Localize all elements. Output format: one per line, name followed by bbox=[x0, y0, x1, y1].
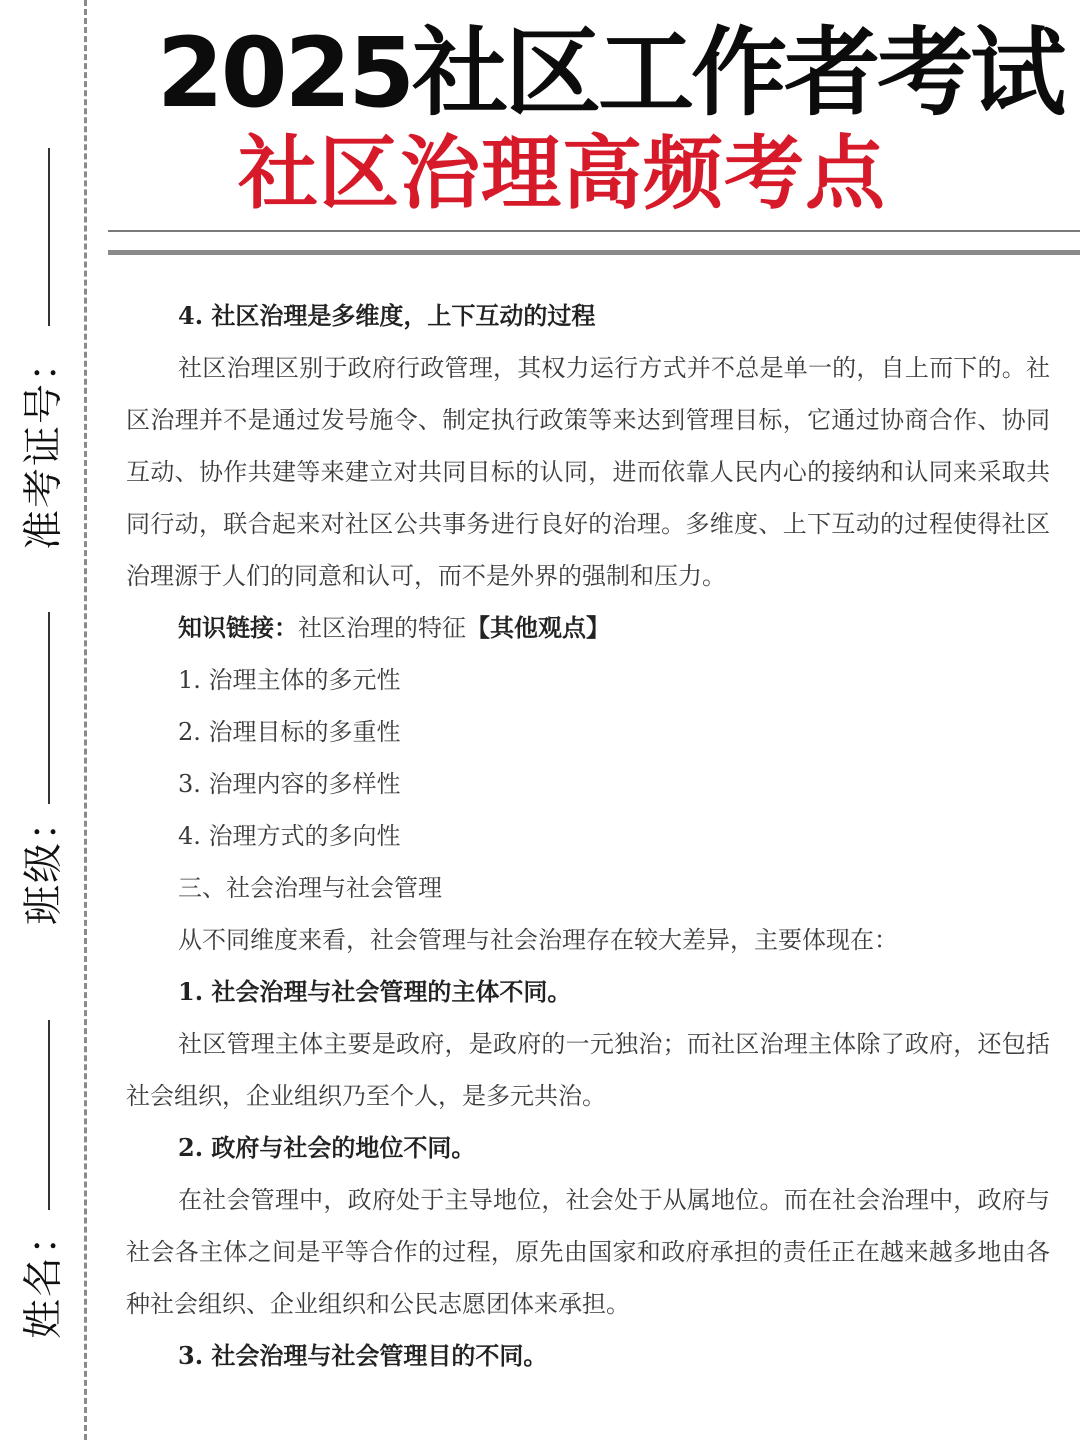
header-divider-thick bbox=[108, 250, 1080, 255]
section-3-title: 三、社会治理与社会管理 bbox=[178, 874, 442, 902]
name-blank-line bbox=[48, 1020, 50, 1210]
difference-3-heading: 3. 社会治理与社会管理目的不同。 bbox=[178, 1341, 548, 1370]
feature-item: 4. 治理方式的多向性 bbox=[178, 822, 401, 850]
knowledge-link bbox=[126, 602, 1050, 654]
feature-item: 2. 治理目标的多重性 bbox=[178, 718, 401, 746]
name-label: 姓名： bbox=[20, 1213, 67, 1339]
difference-1-heading: 1. 社会治理与社会管理的主体不同。 bbox=[178, 977, 572, 1006]
feature-item: 1. 治理主体的多元性 bbox=[178, 666, 401, 694]
class-blank-line bbox=[48, 612, 50, 804]
binding-dashed-line bbox=[84, 0, 87, 1440]
knowledge-link-tag: 【其他观点】 bbox=[466, 613, 610, 642]
page-subtitle: 社区治理高频考点 bbox=[238, 127, 886, 220]
knowledge-link-label: 知识链接： bbox=[178, 613, 298, 642]
difference-2-heading: 2. 政府与社会的地位不同。 bbox=[178, 1133, 476, 1162]
feature-item: 3. 治理内容的多样性 bbox=[178, 770, 401, 798]
section-3-intro: 从不同维度来看，社会管理与社会治理存在较大差异，主要体现在： bbox=[178, 926, 898, 954]
header-divider-thin bbox=[108, 230, 1080, 232]
page-title: 2025社区工作者考试 bbox=[156, 17, 1064, 129]
section-4-paragraph: 社区治理区别于政府行政管理，其权力运行方式并不总是单一的，自上而下的。社区治理并不是通过发号施令、制定执行政策等来达到管理目标，它通过协商合作、协同互动、协作共建等来建立对共同目标的认同，进而依靠人民内心的接纳和认同来采取共同行动，联合起来对社区公共事务进行良好的治理。多维度、上下互动的过程使得社区治理源于人们的同意和认可，而不是外界的强制和压力。 bbox=[126, 354, 1050, 590]
difference-2-paragraph: 在社会管理中，政府处于主导地位，社会处于从属地位。而在社会治理中，政府与社会各主体之间是平等合作的过程，原先由国家和政府承担的责任正在越来越多地由各种社会组织、企业组织和公民志愿团体来承担。 bbox=[126, 1186, 1050, 1318]
exam-id-blank-line bbox=[48, 148, 50, 326]
section-4-heading: 4. 社区治理是多维度，上下互动的过程 bbox=[178, 301, 596, 330]
difference-1-paragraph: 社区管理主体主要是政府，是政府的一元独治；而社区治理主体除了政府，还包括社会组织，企业组织乃至个人，是多元共治。 bbox=[126, 1030, 1050, 1110]
exam-id-label: 准考证号： bbox=[20, 340, 67, 550]
knowledge-link-topic: 社区治理的特征 bbox=[298, 614, 466, 642]
class-label: 班级： bbox=[20, 799, 67, 925]
article-body bbox=[126, 290, 1050, 1382]
